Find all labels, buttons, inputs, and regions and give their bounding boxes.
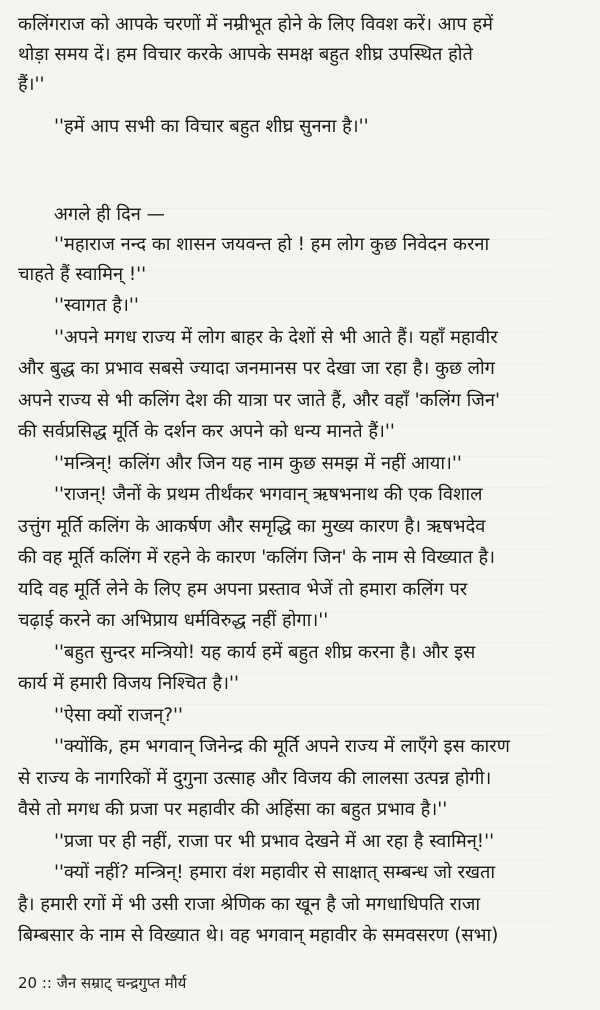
text-line-05: अगले ही दिन — xyxy=(54,204,165,225)
text-line-21: ''ऐसा क्यों राजन्?'' xyxy=(54,705,184,726)
text-line-22: ''क्योंकि, हम भगवान् जिनेन्द्र की मूर्ति अपने राज्य में लाएँगे इस कारण xyxy=(54,736,510,757)
text-line-24: वैसे तो मगध की प्रजा पर महावीर की अहिंसा का बहुत प्रभाव है।'' xyxy=(18,799,448,820)
text-line-28: बिम्बसार के नाम से विख्यात थे। वह भगवान् महावीर के समवसरण (सभा) xyxy=(18,925,499,946)
text-line-18: चढ़ाई करने का अभिप्राय धर्मविरुद्ध नहीं होगा।'' xyxy=(18,610,329,631)
text-line-01: कलिंगराज को आपके चरणों में नम्रीभूत होने के लिए विवश करें। आप हमें xyxy=(18,14,493,35)
text-line-19: ''बहुत सुन्दर मन्त्रियो! यह कार्य हमें बहुत शीघ्र करना है। और इस xyxy=(54,642,476,663)
text-line-09: ''अपने मगध राज्य में लोग बाहर के देशों से भी आते हैं। यहाँ महावीर xyxy=(54,327,498,348)
text-line-06: ''महाराज नन्द का शासन जयवन्त हो ! हम लोग कुछ निवेदन करना xyxy=(54,234,490,255)
page-footer: 20 :: जैन सम्राट् चन्द्रगुप्त मौर्य xyxy=(18,974,187,992)
text-line-14: ''राजन्! जैनों के प्रथम तीर्थंकर भगवान् ऋषभनाथ की एक विशाल xyxy=(54,484,483,505)
text-line-02: थोड़ा समय दें। हम विचार करके आपके समक्ष बहुत शीघ्र उपस्थित होते xyxy=(18,44,473,65)
text-line-25: ''प्रजा पर ही नहीं, राजा पर भी प्रभाव देखने में आ रहा है स्वामिन्!'' xyxy=(54,831,495,852)
text-line-20: कार्य में हमारी विजय निश्चित है।'' xyxy=(18,673,239,694)
text-line-26: ''क्यों नहीं? मन्त्रिन्! हमारा वंश महावीर से साक्षात् सम्बन्ध जो रखता xyxy=(54,862,496,883)
text-line-11: अपने राज्य से भी कलिंग देश की यात्रा पर जाते हैं, और वहाँ 'कलिंग जिन' xyxy=(18,390,500,411)
text-line-15: उत्तुंग मूर्ति कलिंग के आकर्षण और समृद्धि का मुख्य कारण है। ऋषभदेव xyxy=(18,516,486,537)
text-line-07: चाहते हैं स्वामिन् !'' xyxy=(18,264,147,285)
text-line-27: है। हमारी रगों में भी उसी राजा श्रेणिक का खून है जो मगधाधिपति राजा xyxy=(18,894,481,915)
text-line-10: और बुद्ध का प्रभाव सबसे ज्यादा जनमानस पर देखा जा रहा है। कुछ लोग xyxy=(18,358,495,379)
text-line-08: ''स्वागत है।'' xyxy=(54,295,139,316)
text-line-13: ''मन्त्रिन्! कलिंग और जिन यह नाम कुछ समझ में नहीं आया।'' xyxy=(54,453,462,474)
text-line-17: यदि वह मूर्ति लेने के लिए हम अपना प्रस्ताव भेजें तो हमारा कलिंग पर xyxy=(18,579,468,600)
text-line-23: से राज्य के नागरिकों में दुगुना उत्साह और विजय की लालसा उत्पन्न होगी। xyxy=(18,768,492,789)
text-line-16: की वह मूर्ति कलिंग में रहने के कारण 'कलिंग जिन' के नाम से विख्यात है। xyxy=(18,547,496,568)
text-line-04: ''हमें आप सभी का विचार बहुत शीघ्र सुनना है।'' xyxy=(54,116,369,137)
text-line-03: हैं।'' xyxy=(18,74,45,95)
text-line-12: की सर्वप्रसिद्ध मूर्ति के दर्शन कर अपने को धन्य मानते हैं।'' xyxy=(18,421,395,442)
